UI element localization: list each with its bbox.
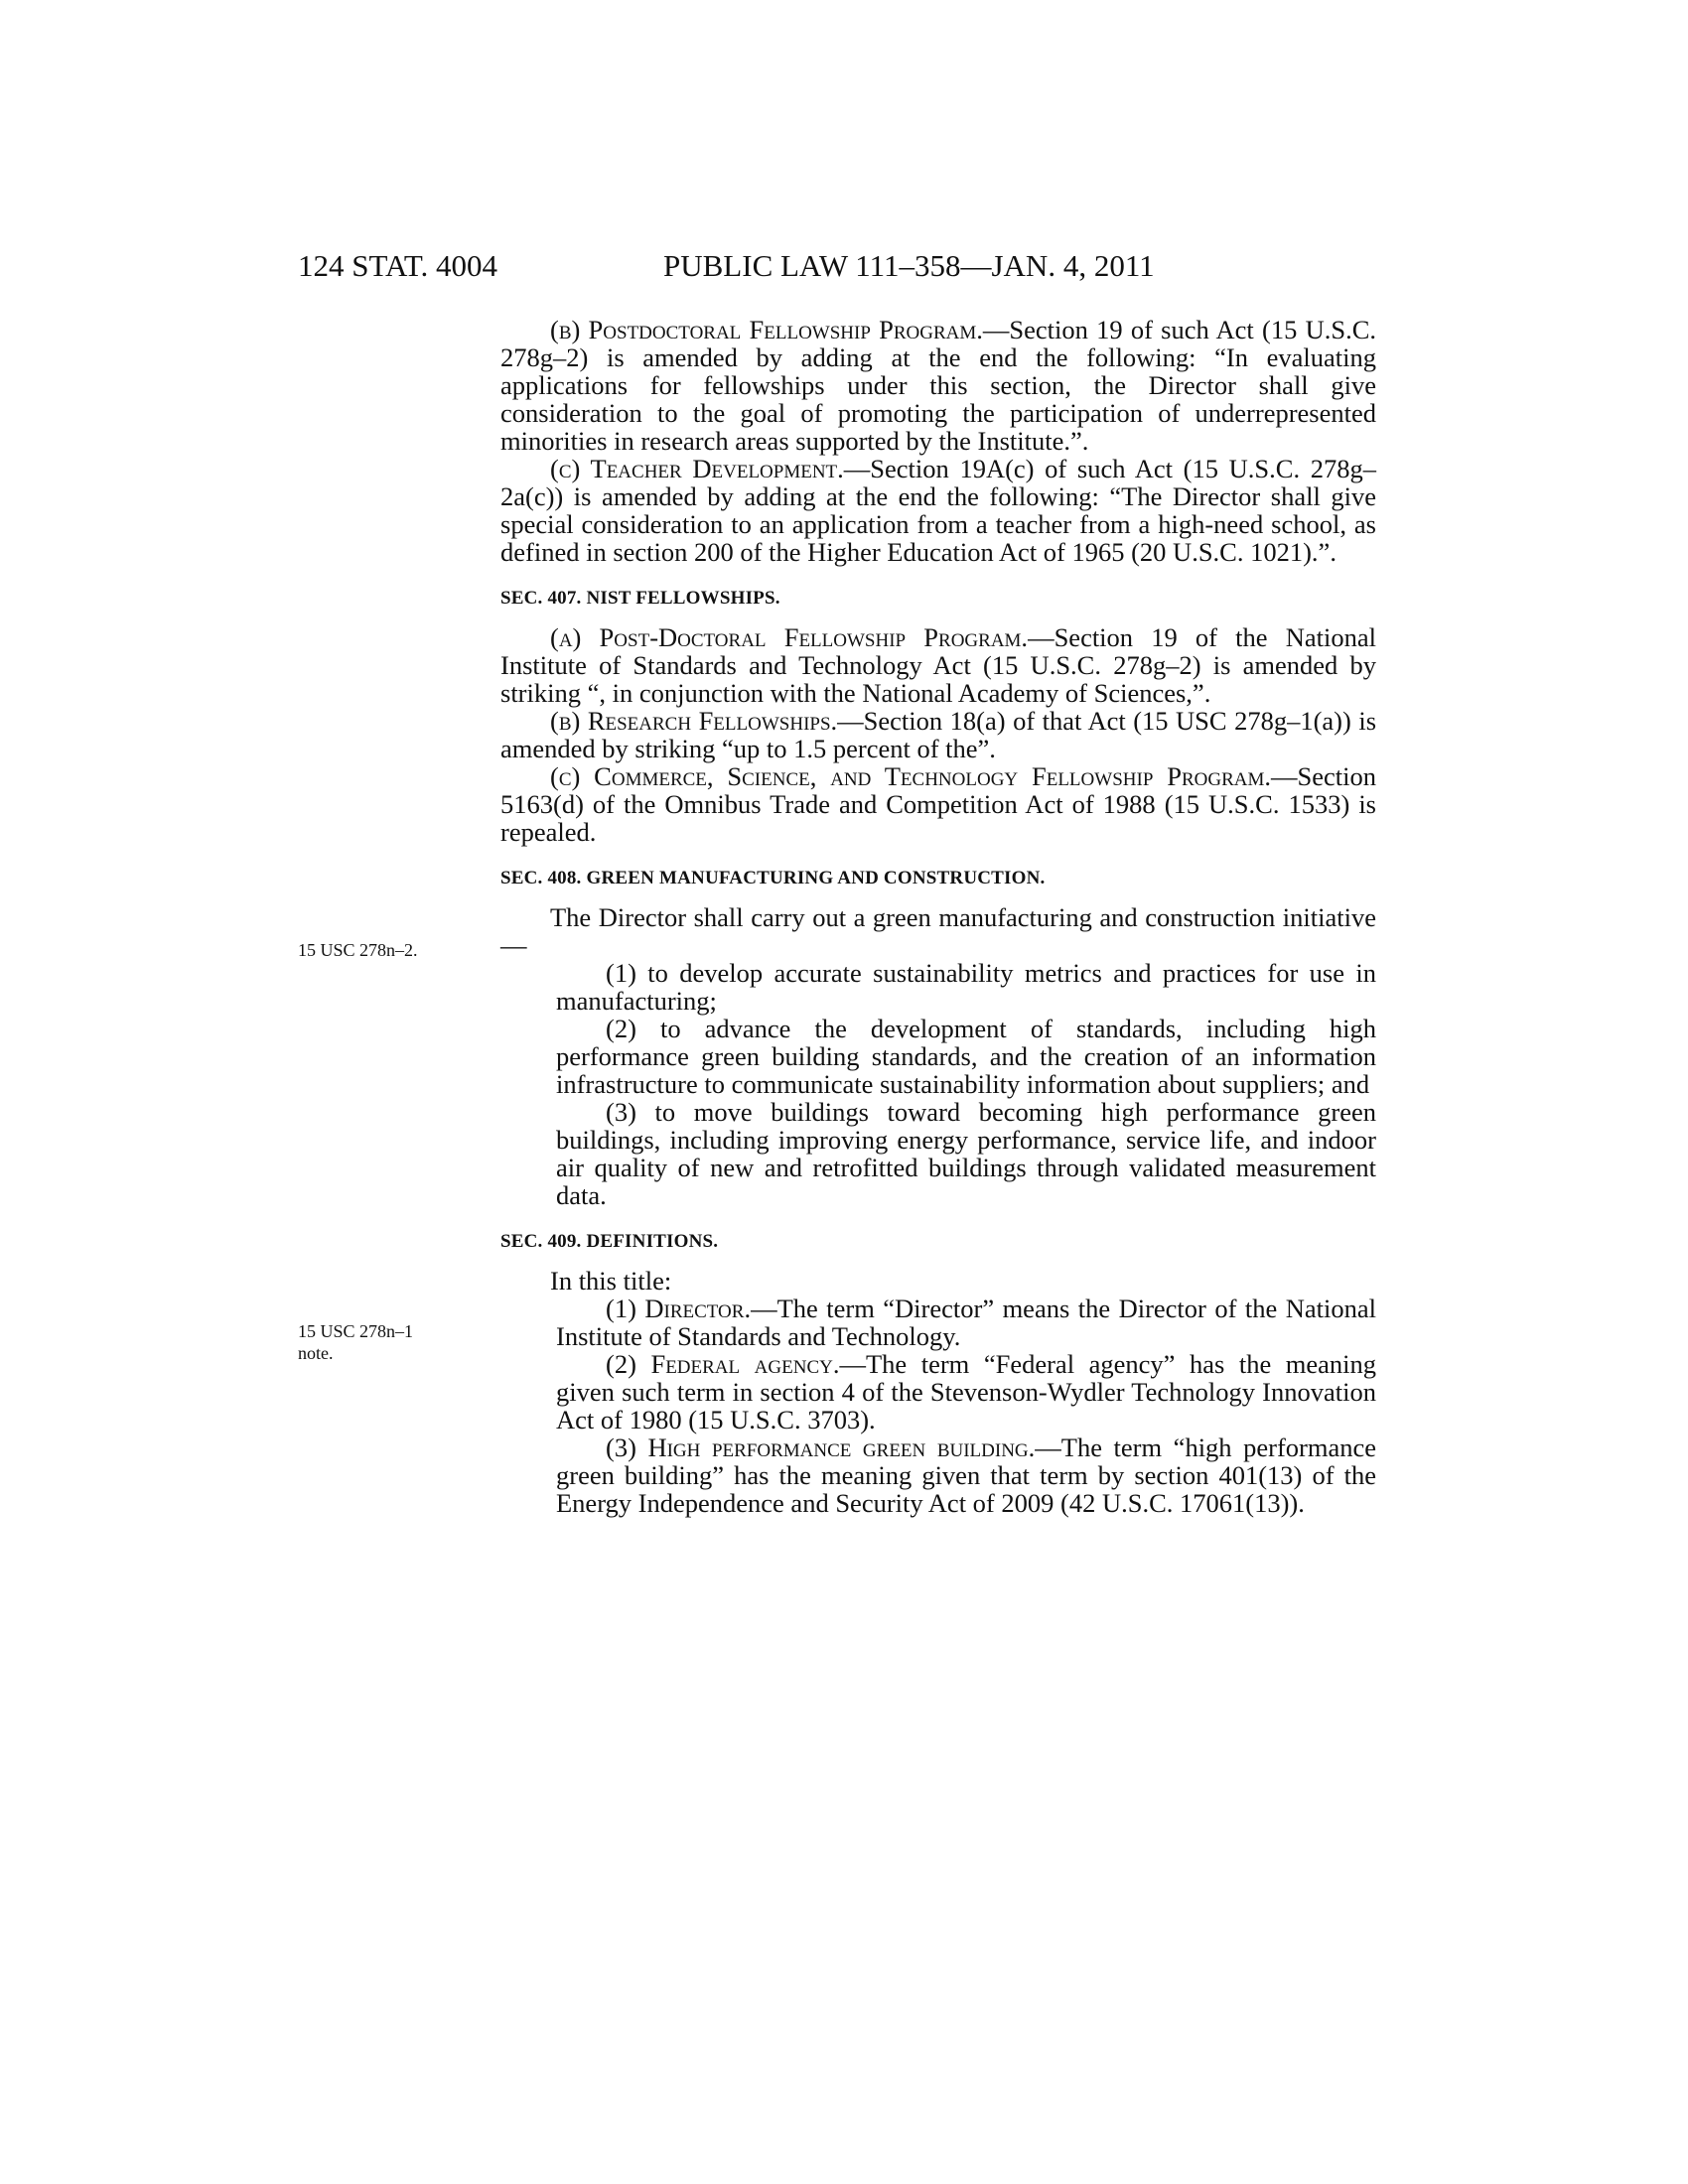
section-heading-407: SEC. 407. NIST FELLOWSHIPS.	[500, 588, 780, 609]
subsection-text: —Section 19A(c) of such Act (15 U.S.C. 278g–2a(c)) is amended by adding at the end the following: “The Director shall give special consideration to an application from a teacher from a high-need school, as defined in section 200 of the Higher Education Act of 1965 (20 U.S.C. 1021).”.	[500, 454, 1376, 567]
margin-note-sec409	[298, 1320, 413, 1364]
page-header	[298, 248, 1370, 288]
subsection-heading: (c) Teacher Development.	[550, 454, 844, 483]
public-law-title: PUBLIC LAW 111–358—JAN. 4, 2011	[663, 248, 1155, 283]
list-item-408-2: (2) to advance the development of standards, including high performance green building standards, and the creation of an information infrastructure to communicate sustainability information about suppliers; and	[556, 1014, 1376, 1099]
list-item-408-3: (3) to move buildings toward becoming high performance green buildings, including improving energy performance, service life, and indoor air quality of new and retrofitted buildings through validated measurement data.	[556, 1097, 1376, 1210]
definition-409-1	[556, 1295, 1376, 1350]
section-heading-408: SEC. 408. GREEN MANUFACTURING AND CONSTRUCTION.	[500, 868, 1046, 888]
definition-term: (2) Federal agency.	[606, 1349, 840, 1379]
margin-note-line: note.	[298, 1343, 334, 1363]
subsection-text: —Section 5163(d) of the Omnibus Trade and Competition Act of 1988 (15 U.S.C. 1533) is repealed.	[500, 761, 1376, 847]
subsection-text: —Section 18(a) of that Act (15 USC 278g–1(a)) is amended by striking “up to 1.5 percent of the”.	[500, 706, 1377, 763]
paragraph-407-c	[500, 762, 1376, 846]
paragraph-408-intro: The Director shall carry out a green manufacturing and construction initiative—	[500, 902, 1376, 960]
subsection-text: —Section 19 of the National Institute of Standards and Technology Act (15 U.S.C. 278g–2) is amended by striking “, in conjunction with the National Academy of Sciences,”.	[500, 622, 1376, 708]
paragraph-b-postdoctoral	[500, 316, 1376, 455]
definition-text: —The term “Director” means the Director of the National Institute of Standards and Technology.	[556, 1294, 1376, 1351]
subsection-heading: (b) Postdoctoral Fellowship Program.	[550, 315, 983, 344]
definition-409-2	[556, 1350, 1376, 1433]
definition-409-3	[556, 1433, 1376, 1517]
list-item-408-1: (1) to develop accurate sustainability metrics and practices for use in manufacturing;	[556, 958, 1376, 1016]
paragraph-c-teacher	[500, 455, 1376, 566]
definition-text: —The term “high performance green building” has the meaning given that term by section 401(13) of the Energy Independence and Security Act of 2009 (42 U.S.C. 17061(13)).	[556, 1433, 1377, 1518]
subsection-heading: (b) Research Fellowships.	[550, 706, 838, 736]
definition-term: (1) Director.	[606, 1294, 752, 1323]
section-heading-409: SEC. 409. DEFINITIONS.	[500, 1231, 719, 1252]
subsection-text: —Section 19 of such Act (15 U.S.C. 278g–2) is amended by adding at the end the following: “In evaluating applications for fellowships under this section, the Director shall give consideration to the goal of promoting the participation of underrepresented minorities in research areas supported by the Institute.”.	[500, 315, 1377, 456]
stat-page-number: 124 STAT. 4004	[298, 248, 498, 283]
subsection-heading: (c) Commerce, Science, and Technology Fellowship Program.	[550, 761, 1271, 791]
margin-note-sec408: 15 USC 278n–2.	[298, 940, 418, 960]
definition-term: (3) High performance green building.	[606, 1433, 1036, 1462]
definition-text: —The term “Federal agency” has the meaning given such term in section 4 of the Stevenson-Wydler Technology Innovation Act of 1980 (15 U.S.C. 3703).	[556, 1349, 1377, 1434]
margin-note-line: 15 USC 278n–1	[298, 1321, 414, 1341]
paragraph-407-b	[500, 707, 1376, 762]
paragraph-409-intro: In this title:	[550, 1266, 672, 1296]
document-body	[500, 316, 1376, 1517]
subsection-heading: (a) Post-Doctoral Fellowship Program.	[550, 622, 1029, 652]
paragraph-407-a	[500, 623, 1376, 707]
